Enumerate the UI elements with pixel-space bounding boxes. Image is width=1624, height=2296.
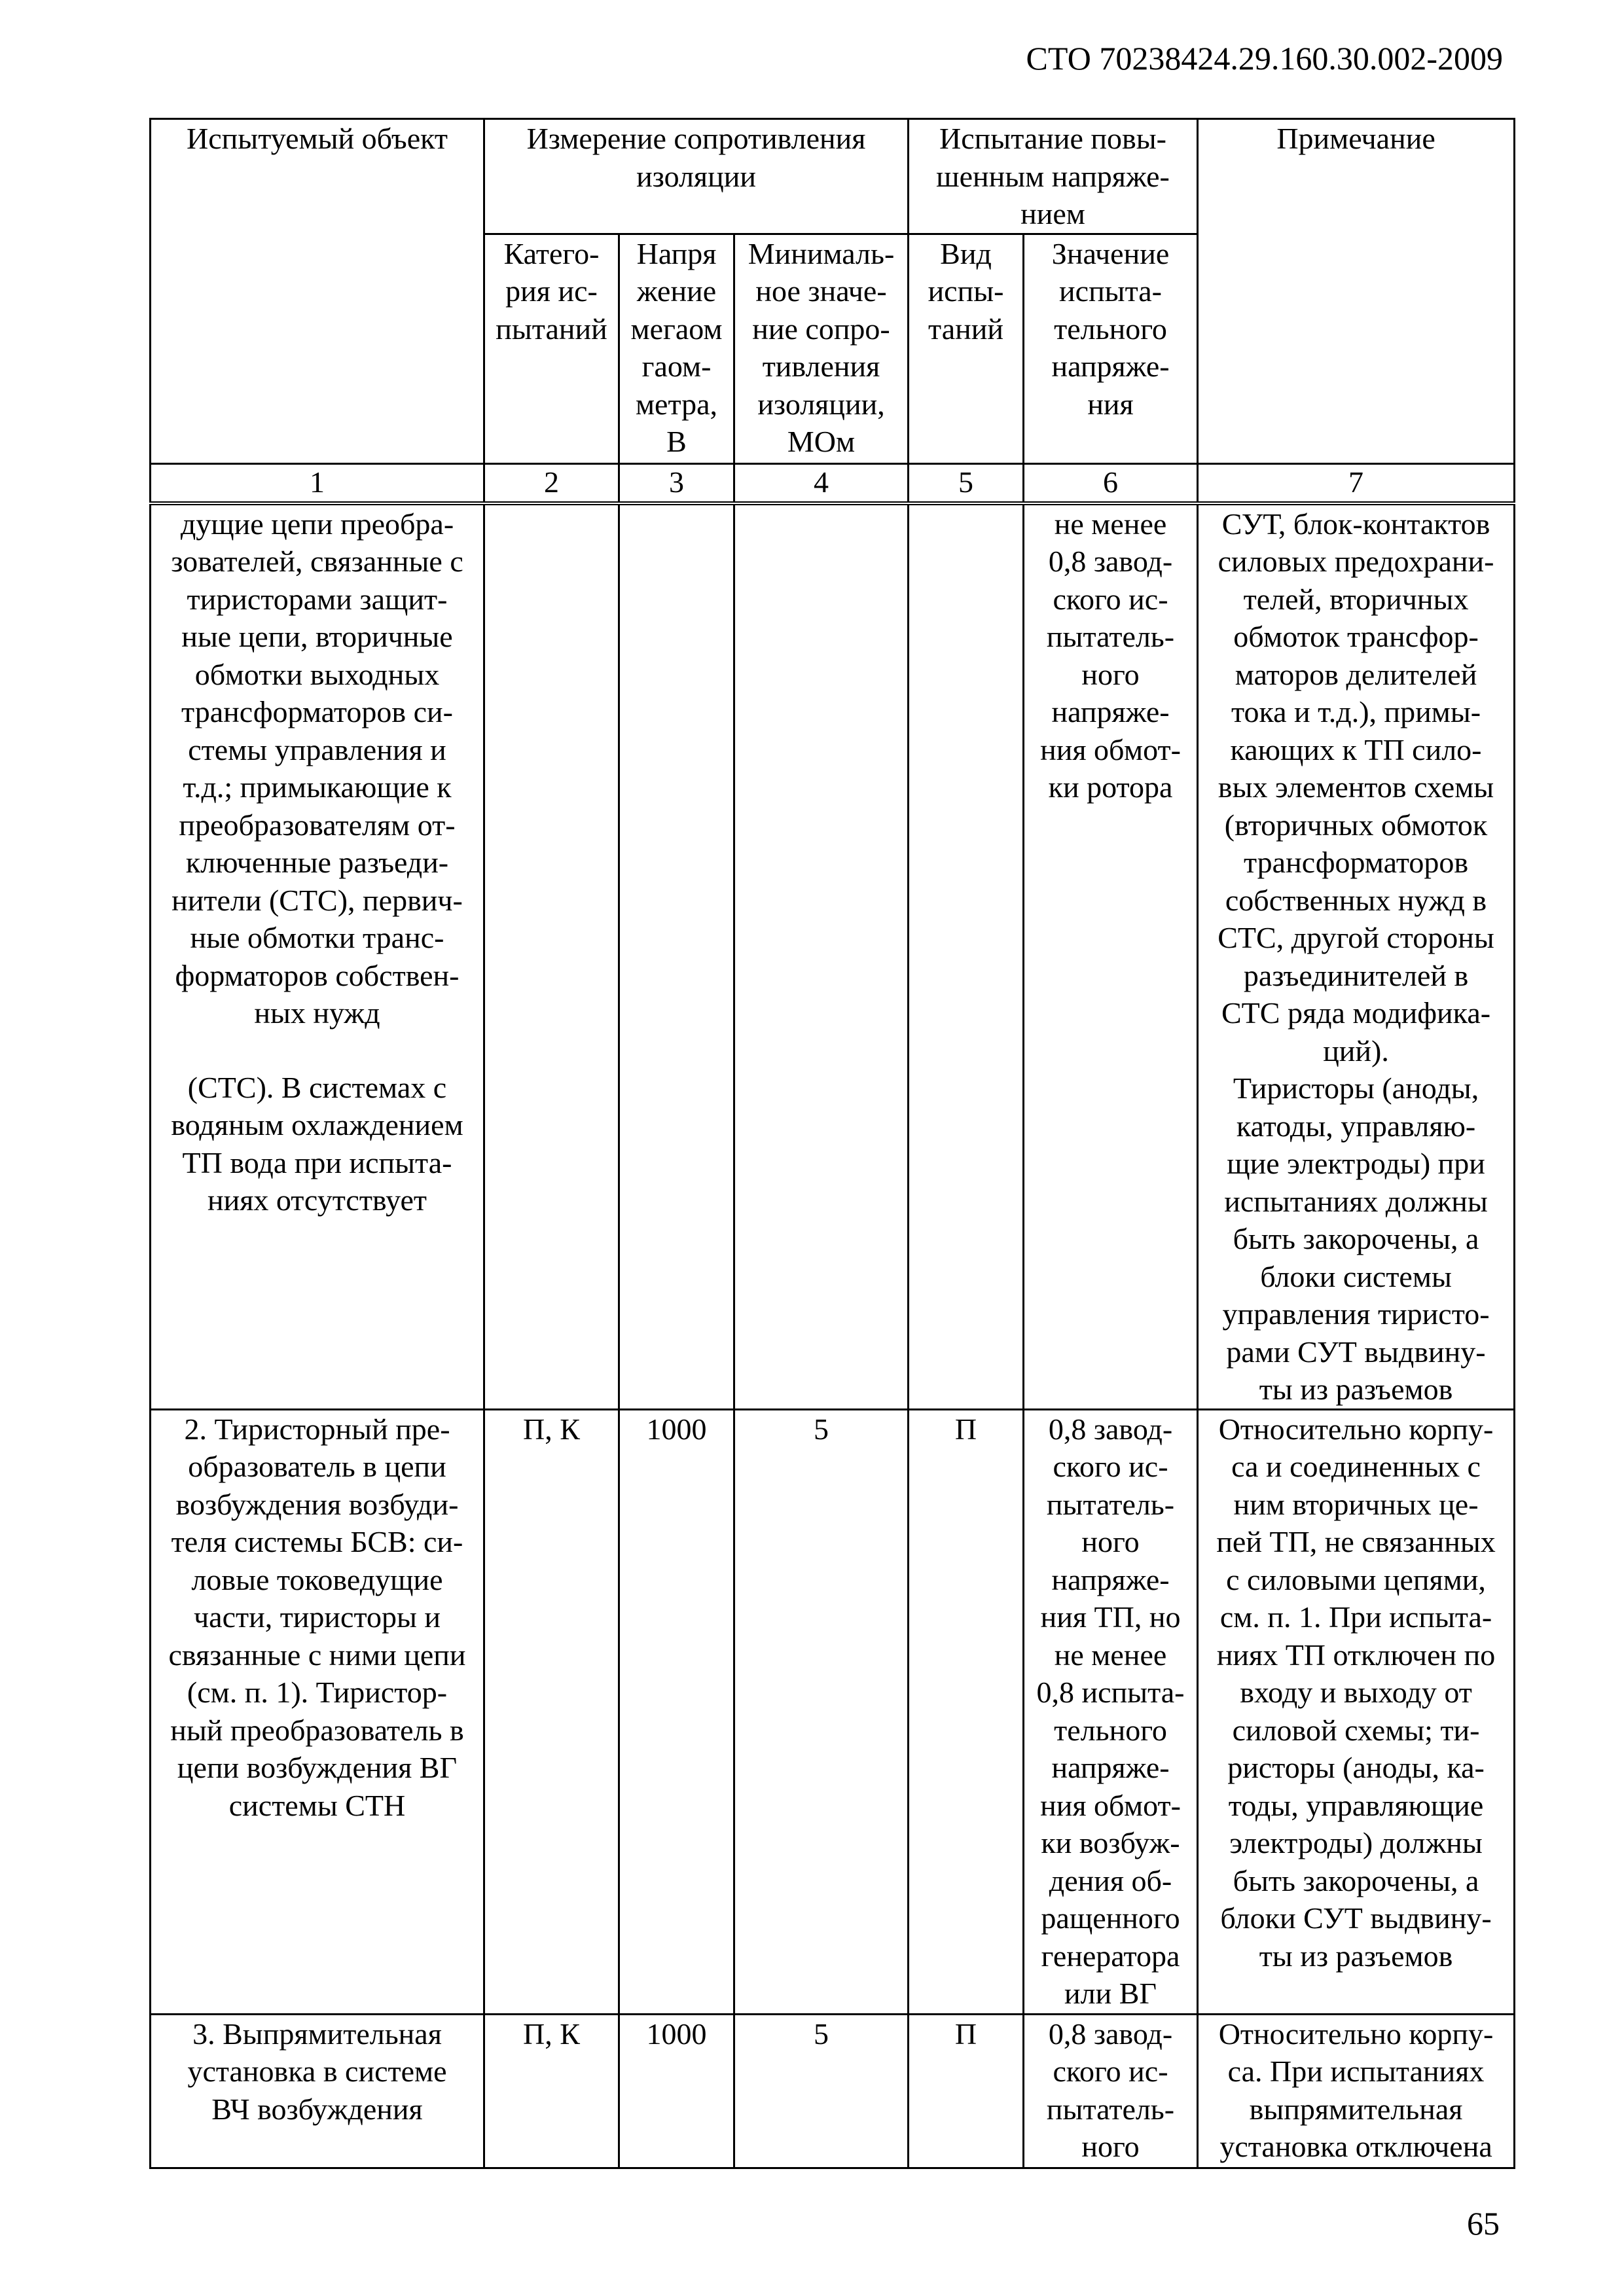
cell-test-type: [909, 503, 1024, 1410]
column-number: 2: [484, 463, 619, 503]
column-number: 7: [1198, 463, 1515, 503]
table-row: [151, 2014, 1515, 2168]
header-row-1: [151, 119, 1515, 234]
column-number: 3: [619, 463, 734, 503]
cell-voltage: 1000: [619, 1409, 734, 2014]
page-number: 65: [1467, 2205, 1500, 2242]
header-test-voltage: Значение испыта- тельного напряже- ния: [1024, 234, 1198, 463]
cell-min-resistance: 5: [734, 1409, 909, 2014]
header-object: Испытуемый объект: [151, 119, 484, 464]
cell-category: П, К: [484, 2014, 619, 2168]
header-insulation-group: Измерение сопротивления изоляции: [484, 119, 909, 234]
cell-object: дущие цепи преобра- зователей, связанные с тиристорами защит- ные цепи, вторичные обмотки выходных трансформаторов си- стемы управления и т.д.; примыкающие к преобразователям от- ключенные разъеди- нители (СТС), первич- ные обмотки транс- форматоров собствен- ных нужд (СТС). В системах с водяным охлаждением ТП вода при испыта- ниях отсутствует: [151, 503, 484, 1410]
cell-object: 3. Выпрямительная установка в системе ВЧ возбуждения: [151, 2014, 484, 2168]
cell-test-type: П: [909, 1409, 1024, 2014]
table-row: [151, 503, 1515, 1410]
cell-voltage: 1000: [619, 2014, 734, 2168]
cell-test-voltage: 0,8 завод- ского ис- пытатель- ного: [1024, 2014, 1198, 2168]
cell-voltage: [619, 503, 734, 1410]
header-hv-group: Испытание повы- шенным напряже- нием: [909, 119, 1198, 234]
column-number-row: [151, 463, 1515, 503]
header-min-resistance: Минималь- ное значе- ние сопро- тивления изоляции, МОм: [734, 234, 909, 463]
cell-category: [484, 503, 619, 1410]
header-test-type: Вид испы- таний: [909, 234, 1024, 463]
header-voltage: Напря жение мегаом гаом- метра, В: [619, 234, 734, 463]
cell-category: П, К: [484, 1409, 619, 2014]
cell-note: СУТ, блок-контактов силовых предохрани- телей, вторичных обмоток трансфор- маторов делителей тока и т.д.), примы- кающих к ТП сило- вых элементов схемы (вторичных обмоток трансформаторов собственных нужд в СТС, другой стороны разъединителей в СТС ряда модифика- ций). Тиристоры (аноды, катоды, управляю- щие электроды) при испытаниях должны быть закорочены, а блоки системы управления тиристо- рами СУТ выдвину- ты из разъемов: [1198, 503, 1515, 1410]
cell-note: Относительно корпу- са и соединенных с ним вторичных це- пей ТП, не связанных с силовыми цепями, см. п. 1. При испыта- ниях ТП отключен по входу и выходу от силовой схемы; ти- ристоры (аноды, ка- тоды, управляющие электроды) должны быть закорочены, а блоки СУТ выдвину- ты из разъемов: [1198, 1409, 1515, 2014]
header-note: Примечание: [1198, 119, 1515, 464]
cell-min-resistance: 5: [734, 2014, 909, 2168]
cell-test-voltage: 0,8 завод- ского ис- пытатель- ного напряже- ния ТП, но не менее 0,8 испыта- тельного напряже- ния обмот- ки возбуж- дения об- ращенного генератора или ВГ: [1024, 1409, 1198, 2014]
column-number: 6: [1024, 463, 1198, 503]
cell-test-type: П: [909, 2014, 1024, 2168]
test-table: [149, 118, 1515, 2169]
column-number: 4: [734, 463, 909, 503]
cell-object: 2. Тиристорный пре- образователь в цепи возбуждения возбуди- теля системы БСВ: си- ловые токоведущие части, тиристоры и связанные с ними цепи (см. п. 1). Тиристор- ный преобразователь в цепи возбуждения ВГ системы СТН: [151, 1409, 484, 2014]
cell-test-voltage: не менее 0,8 завод- ского ис- пытатель- ного напряже- ния обмот- ки ротора: [1024, 503, 1198, 1410]
header-category: Катего- рия ис- пытаний: [484, 234, 619, 463]
table-row: [151, 1409, 1515, 2014]
cell-note: Относительно корпу- са. При испытаниях выпрямительная установка отключена: [1198, 2014, 1515, 2168]
document-code: СТО 70238424.29.160.30.002-2009: [1026, 40, 1503, 77]
column-number: 5: [909, 463, 1024, 503]
column-number: 1: [151, 463, 484, 503]
cell-min-resistance: [734, 503, 909, 1410]
